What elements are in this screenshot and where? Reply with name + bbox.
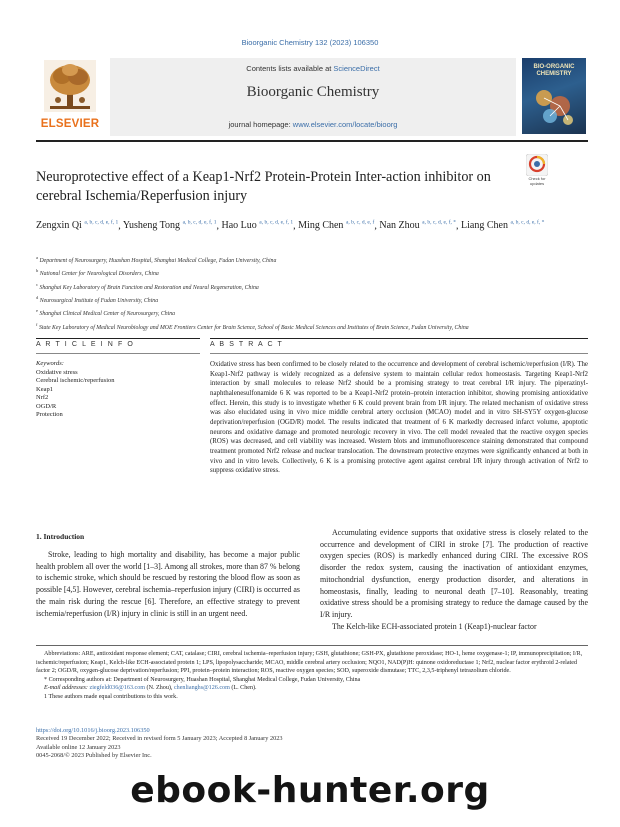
- homepage-prefix: journal homepage:: [228, 120, 293, 129]
- journal-cover-image[interactable]: [522, 58, 586, 134]
- affiliation-key: f: [36, 321, 38, 327]
- affiliation-list: [36, 253, 588, 333]
- journal-name[interactable]: Bioorganic Chemistry: [246, 84, 380, 100]
- homepage-link[interactable]: www.elsevier.com/locate/bioorg: [292, 120, 398, 129]
- author[interactable]: [123, 220, 217, 231]
- footnote-divider: [36, 645, 588, 646]
- article-info-heading: A R T I C L E I N F O: [36, 341, 135, 348]
- journal-header-center: [110, 58, 516, 136]
- keyword-item: Oxidative stress: [36, 368, 78, 376]
- check-for-updates-label: Check for updates: [528, 176, 546, 186]
- author-affiliation-marks: a, b, c, d, e, f, 1: [259, 220, 294, 226]
- affiliation-item: [36, 320, 588, 333]
- elsevier-tree-icon: [44, 60, 96, 112]
- affiliation-text: Shanghai Clinical Medical Center of Neurosurgery, China: [39, 311, 176, 318]
- doi-link[interactable]: https://doi.org/10.1016/j.bioorg.2023.106350: [36, 727, 150, 734]
- elsevier-wordmark: ELSEVIER: [40, 118, 100, 130]
- author[interactable]: [36, 220, 118, 231]
- author-affiliation-marks: a, b, c, d, e, f, *: [422, 220, 457, 226]
- cover-title: BIO-ORGANIC CHEMISTRY: [533, 64, 575, 77]
- affiliation-text: Shanghai Key Laboratory of Brain Function and Restoration and Neural Regeneration, China: [39, 284, 259, 291]
- affiliation-key: a: [36, 255, 38, 260]
- footnotes: [36, 650, 588, 702]
- abbreviations-footnote: Abbreviations: ARE, antioxidant response element; CAT, catalase; CIRI, cerebral ischemia–reperfusion injury; GSH, glutathione; GSH-PX, glutathione peroxidase; HO-1, heme oxygenase-1; IP, immunoprecipitation; I/R, ischemic/reperfusion; Keap1, Kelch-like ECH-associated protein 1; LPS, lipopolysaccharide; MCAO, middle cerebral artery occlusion; NQO1, NAD(P)H: quinone oxidoreductase 1; Nrf2, nuclear factor erythroid 2-related factor 2; OGD/R, oxygen-glucose deprivation/reperfusion; PPI, protein–protein interaction; ROS, reactive oxygen species; SOD, superoxide dismutase; TTC, 2,3,5-triphenyl tetrazolium chloride.: [36, 651, 583, 675]
- author-name: Yusheng Tong: [122, 220, 181, 232]
- check-for-updates-icon: [526, 154, 548, 176]
- journal-reference-link[interactable]: Bioorganic Chemistry 132 (2023) 106350: [241, 38, 379, 47]
- header-divider: [36, 140, 588, 142]
- affiliation-text: Neurosurgical Institute of Fudan University, China: [39, 297, 159, 304]
- equal-contribution-footnote: 1 These authors made equal contributions to this work.: [44, 693, 178, 700]
- affiliation-text: State Key Laboratory of Medical Neurobiology and MOE Frontiers Center for Brain Science, School of Basic Medical Sciences and Institutes of Brain Science, Fudan University, China: [38, 324, 469, 331]
- article-info-top-rule: [36, 338, 200, 339]
- email-footnote: [36, 684, 588, 693]
- copyright-line: 0045-2068/© 2023 Published by Elsevier Inc.: [36, 752, 152, 760]
- author-affiliation-marks: a, b, c, d, e, f, *: [510, 220, 545, 226]
- affiliation-item: [36, 280, 588, 293]
- author-name: Hao Luo: [221, 220, 257, 232]
- journal-header: [36, 58, 588, 138]
- article-title: Neuroprotective effect of a Keap1-Nrf2 Protein-Protein Inter-action inhibitor on cerebral Ischemia/Reperfusion injury: [36, 169, 491, 204]
- introduction-right-column: [320, 527, 588, 632]
- sciencedirect-link[interactable]: ScienceDirect: [333, 64, 380, 73]
- received-dates: Received 19 December 2022; Received in revised form 5 January 2023; Accepted 8 January 2023: [36, 735, 283, 743]
- author-name: Zengxin Qi: [36, 220, 82, 232]
- author-name: Liang Chen: [461, 220, 508, 232]
- watermark-text: ebook-hunter.org: [130, 770, 490, 811]
- email-link-chen[interactable]: chenlianghs@126.com: [173, 685, 230, 692]
- email-owner: (L. Chen).: [229, 685, 257, 692]
- abstract-heading: A B S T R A C T: [210, 341, 284, 348]
- keyword-item: Cerebral ischemic/reperfusion: [36, 377, 115, 384]
- email-owner: (N. Zhou),: [145, 685, 174, 692]
- affiliation-key: d: [36, 294, 39, 300]
- introduction-paragraph-left: Stroke, leading to high mortality and disability, has become a major public health problem all over the world [1–3]. Among all strokes, more than 87 % belong to ischemic stroke, which should be rescued by restoring the blood flow as soon as possible [4,5]. However, cerebral ischemia–reperfusion injury (CIRI) is occurred as the main risk during the rescue [6]. Therefore, an effective strategy to prevent ischemia/reperfusion (I/R) injury in clinic is still in an urgent need.: [36, 550, 300, 618]
- abstract-rule: [210, 353, 588, 354]
- affiliation-text: National Center for Neurological Disorders, China: [39, 271, 159, 278]
- author[interactable]: [379, 220, 456, 231]
- affiliation-key: b: [36, 268, 39, 274]
- author-name: Nan Zhou: [379, 220, 420, 232]
- cover-molecule-art-icon: [530, 84, 578, 128]
- author-affiliation-marks: a, b, c, d, e, f, 1: [182, 220, 217, 226]
- corresponding-author-footnote: * Corresponding authors at: Department of Neurosurgery, Huashan Hospital, Shanghai Medical College, Fudan University, China: [44, 676, 361, 683]
- publication-info: [36, 727, 588, 761]
- keywords-block: [36, 360, 200, 420]
- article-info-rule: [36, 353, 200, 354]
- abstract-text: Oxidative stress has been confirmed to be closely related to the occurrence and development of cerebral ischemic/reperfusion (I/R). The Keap1-Nrf2 pathway is widely recognized as a defensive system to maintain cellular redox homeostasis. Targeting Keap1-Nrf2 interaction by small molecules to release Nrf2 should be a promising strategy to treat cerebral I/R injury. The piperazinyl-naphthalenesulfonamide 6 K was reported to be a Keap1-Nrf2 protein–protein interaction inhibitor, showing promising antioxidative effect. Herein, this study is to investigate whether 6 K could prevent brain from I/R injury. The related mechanism of oxidative stress was also elucidated using in vivo mice middle cerebral artery occlusion (MCAO) model and in vitro SH-SY5Y oxygen-glucose deprivation/reperfusion (OGD/R) model. The results indicated that treatment of 6 K markedly decreased infarct volume, apoptotic neurons and oxidative damage and promoted neurologic recovery in vivo. The cell model revealed that the reactive oxygen species (ROS) was decreased, and cell viability was increased. Western blots and immunofluorescence staining demonstrated that compound treatment promoted Nrf2 release and nuclear translocation. The downstream protective enzymes were significantly enhanced at both in vivo and in vitro levels. Collectively, 6 K is a promising protective agent against cerebral I/R injury through activation of Nrf2 to suppress oxidative stress.: [210, 361, 588, 475]
- check-for-updates-badge[interactable]: [522, 154, 552, 184]
- keywords-label: Keywords:: [36, 360, 64, 367]
- introduction-paragraph: The Kelch-like ECH-associated protein 1 (Keap1)-nuclear factor: [332, 621, 537, 631]
- affiliation-text: Department of Neurosurgery, Huashan Hospital, Shanghai Medical College, Fudan University, China: [39, 257, 277, 264]
- introduction-heading: 1. Introduction: [36, 532, 85, 541]
- author[interactable]: [221, 220, 293, 231]
- abstract-top-rule: [210, 338, 588, 339]
- affiliation-item: [36, 293, 588, 306]
- keyword-item: OGD/R: [36, 402, 57, 410]
- affiliation-item: [36, 266, 588, 279]
- email-label: E-mail addresses:: [44, 685, 90, 692]
- affiliation-item: [36, 306, 588, 319]
- keyword-item: Keap1: [36, 385, 53, 393]
- journal-homepage-line: [110, 120, 516, 129]
- email-link-zhou[interactable]: ziegfeld036@163.com: [89, 685, 146, 692]
- author-affiliation-marks: a, b, c, d, e, f: [345, 220, 375, 226]
- introduction-paragraph: Accumulating evidence supports that oxidative stress is closely related to the occurrence and development of CIRI in stroke [7]. The production of reactive oxygen species (ROS) is markedly enhanced during CIRI. The excessive ROS disorder the redox system, causing the inactivation of antioxidant enzymes, mitochondrial dysfunction, energy production disorder, and alterations in homeostasis, finally, leading to neuronal death [7–10]. Reasonably, treating oxidative stress should be a promising strategy to reduce the damage caused by the I/R injury.: [320, 528, 588, 619]
- author[interactable]: [298, 220, 374, 231]
- contents-available-line: [110, 64, 516, 73]
- keyword-item: Nrf2: [36, 394, 49, 401]
- author[interactable]: [461, 220, 544, 231]
- elsevier-logo[interactable]: [36, 60, 104, 134]
- author-name: Ming Chen: [298, 220, 344, 232]
- affiliation-key: c: [36, 281, 38, 287]
- author-list: Zengxin Qi $^{a, b, c, d, e, f, 1}$, Yusheng Tong $^{a, b, c, d, e, f, 1}$, Hao Luo $^{a, b, c, d, e, f, 1}$, Ming Chen $^{a, b, c, d, e, f}$, Nan Zhou $^{a, b, c, d, e, f, *}$, Liang Chen $^{a, b, c, d, e, f, *}$: [36, 220, 545, 232]
- available-online-date: Available online 12 January 2023: [36, 743, 121, 751]
- affiliation-item: [36, 253, 588, 266]
- keyword-item: Protection: [36, 411, 63, 418]
- affiliation-key: e: [36, 308, 38, 314]
- contents-prefix: Contents lists available at: [246, 64, 334, 73]
- author-affiliation-marks: a, b, c, d, e, f, 1: [84, 220, 119, 226]
